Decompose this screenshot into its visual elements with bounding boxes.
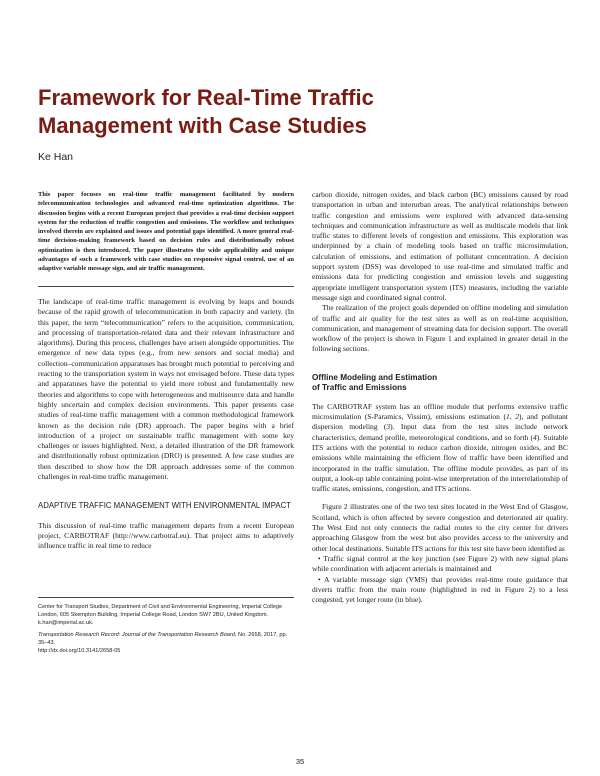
section1-paragraph: This discussion of real-time traffic management departs from a recent European project, CARBOTRAF (http://www.carbotraf.eu). That project aims to adaptively influence traffic in real time to reduce	[38, 520, 294, 551]
abstract-divider	[38, 286, 294, 287]
para3-part-d: ). Suitable ITS actions with the potential to reduce carbon dioxide, nitrogen oxides, and BC emissions while maintaining the efficient flow of traffic have been identified and incorporated in the traffic simulation. The offline module provides, as part of its output, a look-up table containing point-wise interpretation of the interrelationship of traffic states, emissions, congestion, and ITS actions.	[312, 432, 568, 494]
section-heading-offline-line2: of Traffic and Emissions	[312, 383, 407, 393]
right-column-body	[312, 190, 568, 605]
paper-title: Framework for Real-Time Traffic Management with Case Studies	[38, 85, 374, 138]
right-paragraph-2: The realization of the project goals depended on offline modeling and simulation of traffic and air quality for the test sites as well as on real-time acquisition, communication, and management of streaming data for decision support. The overall workflow of the project is shown in Figure 1 and explained in greater detail in the following sections.	[312, 303, 568, 354]
abstract: This paper focuses on real-time traffic management facilitated by modern telecommunication technologies and advanced real-time optimization algorithms. The discussion begins with a recent European project that provides a real-time decision support system for the reduction of traffic congestion and emissions. The workflow and techniques involved therein are explained and issues and potential gaps identified. A more general real-time decision-making framework based on decision rules and distributionally robust optimization is then introduced. The paper illustrates the wide applicability and unique advantages of such a framework with case studies on responsive signal control, use of an adaptive variable message sign, and air traffic management.	[38, 191, 294, 273]
citation-1-2[interactable]: 1, 2	[505, 412, 519, 422]
right-paragraph-3	[312, 402, 568, 495]
section-heading-adaptive: ADAPTIVE TRAFFIC MANAGEMENT WITH ENVIRONMENTAL IMPACT	[38, 501, 291, 511]
para3-part-a: The CARBOTRAF system has an offline module that performs extensive traffic microsimulation (S-Paramics, Vissim), emissions estimation (	[312, 401, 568, 422]
left-column-body	[38, 297, 294, 552]
footnote-doi[interactable]: http://dx.doi.org/10.3141/2658-05	[38, 648, 121, 655]
author-name: Ke Han	[38, 151, 74, 163]
footnote-affiliation: Center for Transport Studies, Department of Civil and Environmental Engineering, Imperial College London, 605 Skempton Building, Imperial College Road, London SW7 2BU, United Kingdom. k.han@imperial.ac.uk.	[38, 604, 283, 627]
footnote-citation	[38, 631, 294, 655]
page-number: 35	[295, 757, 305, 766]
bullet-item: • A variable message sign (VMS) that provides real-time route guidance that diverts traffic from the main route (highlighted in red in Figure 2) to a less congested, yet longer route (in blue).	[312, 574, 568, 605]
footnote-issue: No. 2658, 2017, pp. 35–43.	[38, 632, 288, 647]
para3-part-c: ). Input data from the test sites include network characteristics, demand profile, meteorological conditions, and so forth (	[312, 422, 568, 442]
bullet-item: • Traffic signal control at the key junction (see Figure 2) with new signal plans while coordination with adjacent arterials is maintained and	[312, 553, 568, 574]
right-paragraph-1: carbon dioxide, nitrogen oxides, and black carbon (BC) emissions caused by road transportation in urban and interurban areas. The analytical relationships between traffic congestion and emissions were explored with advanced data-sensing techniques and communication infrastructure as well as multiscale models that link traffic states to different levels of congestion and emissions. This exploration was underpinned by a chain of modeling tools based on traffic microsimulation, calculation of emissions, and estimation of pollutant concentration. A decision support system (DSS) was developed to use real-time and simulated traffic and emissions data for predicting congestion and emission levels and suggesting appropriate intelligent transportation system (ITS) measures, including the variable message sign and coordinated signal control.	[312, 190, 568, 302]
right-paragraph-4: Figure 2 illustrates one of the two test sites located in the West End of Glasgow, Scotland, which is often affected by severe congestion and deteriorated air quality. The West End not only connects the radial routes to the city center for drivers approaching Glasgow from the west but also provides access to the university and other local destinations. Suitable ITS actions for this test site have been identified as	[312, 502, 568, 553]
citation-4[interactable]: 4	[533, 432, 537, 442]
para3-part-b: ), and pollutant dispersion modeling (	[312, 412, 568, 432]
section-heading-offline	[312, 373, 568, 394]
intro-paragraph: The landscape of real-time traffic management is evolving by leaps and bounds because of the rapid growth of telecommunication in both capacity and variety. (In this paper, the term “telecommunication” refers to the acquisition, communication, and processing of transportation-related data and their relevant infrastructure and algorithms). During this process, challenges have arisen alongside opportunities. The emergence of new data types (e.g., from new sensors and social media) and collection–communication apparatuses has brought much potential to perceiving and reacting to the transportation system in ways not envisaged before. These data types and apparatuses have the potential to yield more robust and fundamentally new theories and algorithms to cope with heterogeneous and multisource data and handle highly uncertain and complex decision environments. This paper presents case studies of real-time traffic management with a common methodological framework known as the decision rule (DR) approach. The paper begins with a brief introduction of a project on sustainable traffic management with some key challenges or issues highlighted. Next, a detailed illustration of the DR framework and distributionally robust optimization (DRO) is presented. A few case studies are then described to show how the DR approach addresses some of the common challenges in real-time traffic management.	[38, 297, 294, 482]
footnote-journal: Transportation Research Record: Journal of the Transportation Research Board,	[38, 632, 237, 639]
footnote-divider	[38, 597, 294, 598]
section-heading-offline-line1: Offline Modeling and Estimation	[312, 372, 438, 382]
footnotes	[38, 603, 294, 656]
citation-3[interactable]: 3	[386, 422, 391, 432]
